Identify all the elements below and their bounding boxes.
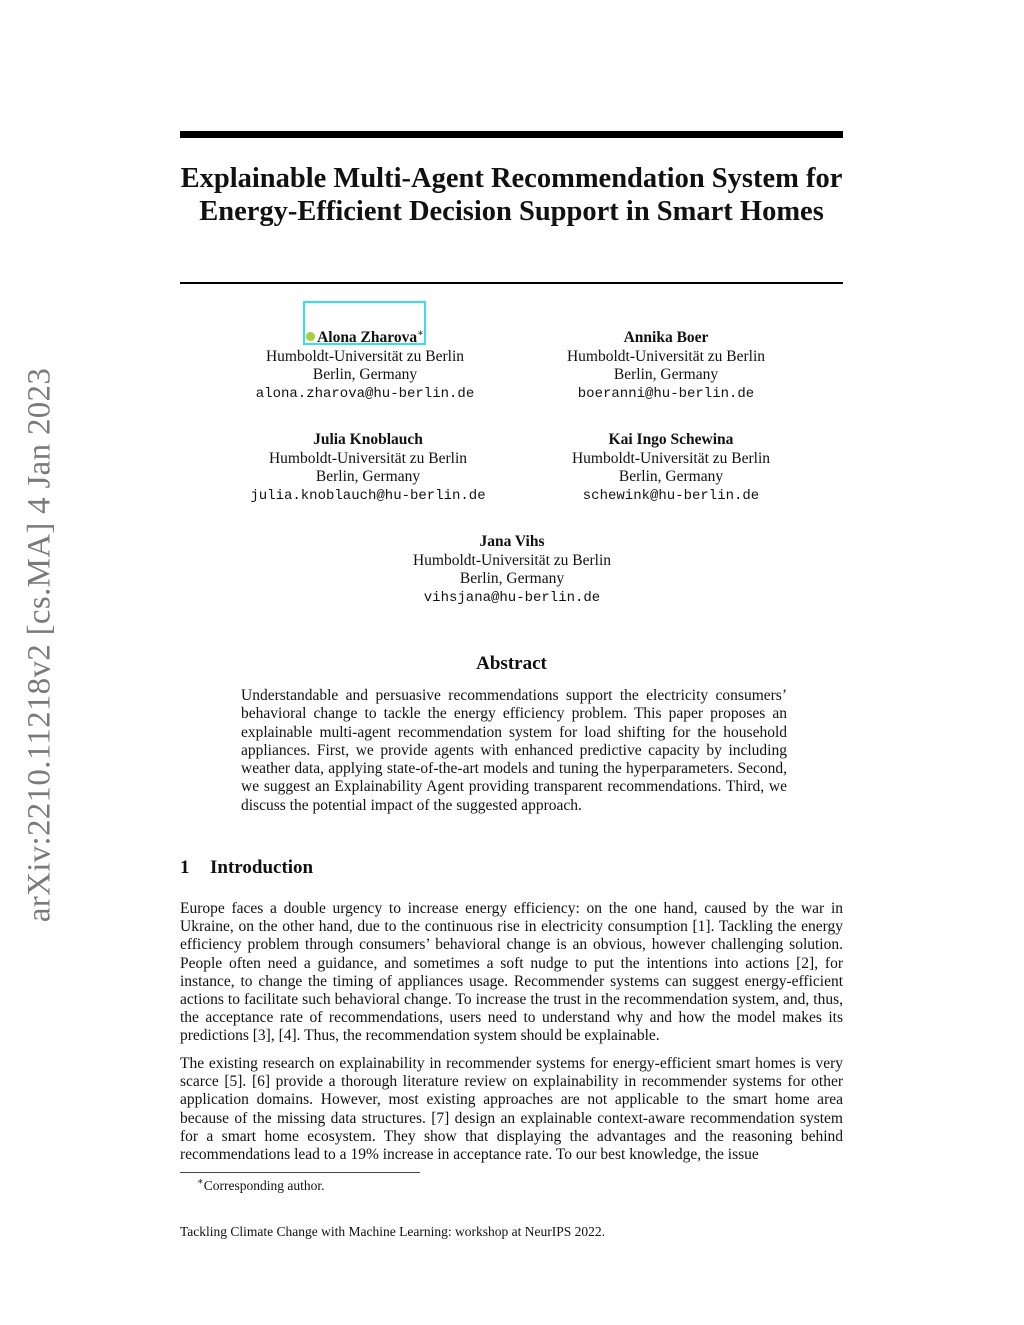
author-name: Alona Zharova <box>317 329 418 346</box>
author-block-4 <box>556 431 786 505</box>
author-name: Jana Vihs <box>479 533 545 550</box>
section-title: Introduction <box>210 857 314 878</box>
abstract-text: Understandable and persuasive recommendations support the electricity consumers’ behavioral change to tackle the energy efficiency problem. This paper proposes an explainable multi-agent recommendation system for load shifting for the household appliances. First, we provide agents with enhanced predictive capacity by including weather data, applying state-of-the-art models and tuning the hyperparameters. Second, we suggest an Explainability Agent providing transparent recommendations. Third, we discuss the potential impact of the suggested approach. <box>241 687 787 814</box>
intro-paragraph-2: The existing research on explainability in recommender systems for energy-efficient smart homes is very scarce [5]. [6] provide a thorough literature review on explainability in recommender systems for other application domains. However, most existing approaches are not applicable to the smart home area because of the missing data structures. [7] design an explainable context-aware recommendation system for a smart home ecosystem. They show that displaying the advantages and the reasoning behind recommendations lead to a 19% increase in acceptance rate. To our best knowledge, the issue <box>180 1055 843 1164</box>
author-email[interactable]: schewink@hu-berlin.de <box>582 487 760 504</box>
footnote-rule <box>180 1172 420 1173</box>
author-affiliation: Humboldt-Universität zu Berlin <box>265 347 465 365</box>
author-location: Berlin, Germany <box>312 366 418 383</box>
title-top-rule <box>180 131 843 138</box>
author-location: Berlin, Germany <box>459 570 565 587</box>
orcid-icon[interactable] <box>306 332 315 341</box>
author-name: Annika Boer <box>623 329 709 346</box>
abstract-heading: Abstract <box>476 653 547 674</box>
author-location: Berlin, Germany <box>618 468 724 485</box>
title-bottom-rule <box>180 282 843 284</box>
paper-title: Explainable Multi-Agent Recommendation System for Energy-Efficient Decision Support in Smart Homes <box>180 163 843 227</box>
section-number: 1 <box>180 857 190 878</box>
author-email[interactable]: julia.knoblauch@hu-berlin.de <box>250 487 486 504</box>
author-affiliation: Humboldt-Universität zu Berlin <box>566 347 766 365</box>
author-email[interactable]: boeranni@hu-berlin.de <box>577 385 755 402</box>
author-email[interactable]: alona.zharova@hu-berlin.de <box>255 385 475 402</box>
author-affiliation: Humboldt-Universität zu Berlin <box>571 449 771 467</box>
footnote-mark: ∗ <box>197 1176 204 1188</box>
page-footer: Tackling Climate Change with Machine Learning: workshop at NeurIPS 2022. <box>180 1224 605 1239</box>
author-block-1 <box>250 329 480 403</box>
intro-paragraph-1: Europe faces a double urgency to increase energy efficiency: on the one hand, caused by the war in Ukraine, on the other hand, due to the continuous rise in electricity consumption [1]. Tackling the energy efficiency problem through consumers’ behavioral change is an obvious, however challenging solution. People often need a guidance, and sometimes a soft nudge to put the intentions into actions [2], for instance, to change the timing of appliances usage. Recommender systems can suggest energy-efficient actions to facilitate such behavioral change. To increase the trust in the recommendation system, and, thus, the acceptance rate of recommendations, users need to understand why and how the model makes its predictions [3], [4]. Thus, the recommendation system should be explainable. <box>180 900 843 1045</box>
footnote <box>197 1178 325 1194</box>
author-affiliation: Humboldt-Universität zu Berlin <box>412 551 612 569</box>
author-name: Julia Knoblauch <box>313 431 423 448</box>
author-block-3 <box>243 431 493 505</box>
author-block-5 <box>397 533 627 607</box>
corresponding-mark: ∗ <box>417 327 424 339</box>
author-location: Berlin, Germany <box>613 366 719 383</box>
arxiv-identifier-stamp: arXiv:2210.11218v2 [cs.MA] 4 Jan 2023 <box>21 367 58 923</box>
section-heading <box>180 857 313 879</box>
author-email[interactable]: vihsjana@hu-berlin.de <box>423 589 601 606</box>
footnote-text: Corresponding author. <box>203 1178 325 1193</box>
author-affiliation: Humboldt-Universität zu Berlin <box>268 449 468 467</box>
author-location: Berlin, Germany <box>315 468 421 485</box>
author-block-2 <box>551 329 781 403</box>
author-name: Kai Ingo Schewina <box>608 431 734 448</box>
